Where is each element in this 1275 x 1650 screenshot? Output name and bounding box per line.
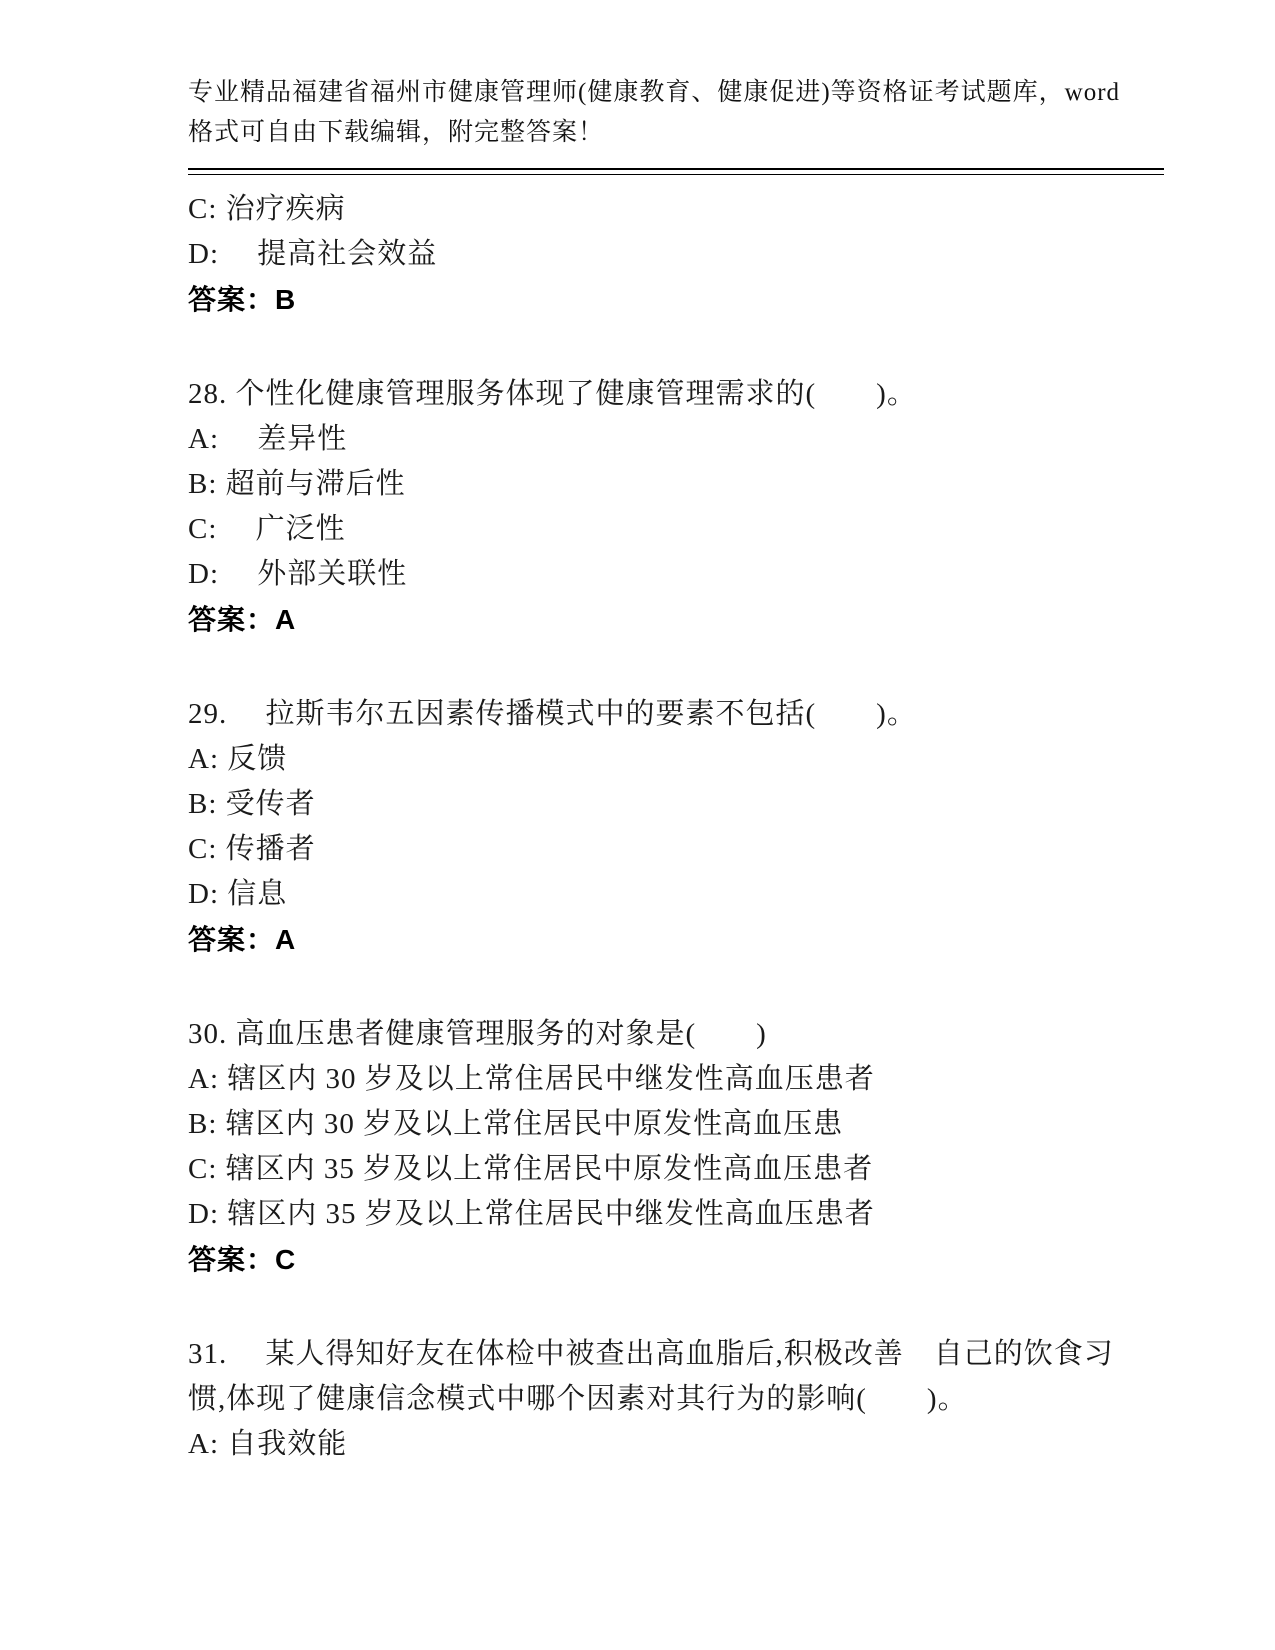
header-line-2: 格式可自由下载编辑，附完整答案！ — [188, 119, 605, 146]
question-31 — [188, 1332, 1173, 1467]
question-30-option-b: B: 辖区内 30 岁及以上常住居民中原发性高血压患 — [188, 1108, 844, 1140]
question-31-option-a: A: 自我效能 — [188, 1428, 348, 1460]
question-30-option-a: A: 辖区内 30 岁及以上常住居民中继发性高血压患者 — [188, 1063, 875, 1095]
question-30-option-c: C: 辖区内 35 岁及以上常住居民中原发性高血压患者 — [188, 1153, 874, 1185]
question-28-option-d: D: 外部关联性 — [188, 558, 408, 590]
header-line-1: 专业精品福建省福州市健康管理师(健康教育、健康促进)等资格证考试题库，word — [188, 79, 1121, 106]
question-30-option-d: D: 辖区内 35 岁及以上常住居民中继发性高血压患者 — [188, 1198, 875, 1230]
question-29-option-a: A: 反馈 — [188, 743, 288, 775]
question-27-tail — [188, 187, 1173, 322]
question-29 — [188, 692, 1173, 962]
question-31-stem-line-2: 惯,体现了健康信念模式中哪个因素对其行为的影响( )。 — [188, 1383, 968, 1415]
question-29-option-c: C: 传播者 — [188, 833, 316, 865]
header-divider-rule — [188, 168, 1164, 175]
question-28-answer: 答案：A — [188, 604, 297, 635]
question-28-option-c: C: 广泛性 — [188, 513, 346, 545]
question-29-stem: 29. 拉斯韦尔五因素传播模式中的要素不包括( )。 — [188, 698, 917, 730]
question-28-option-b: B: 超前与滞后性 — [188, 468, 406, 500]
question-27-answer: 答案：B — [188, 284, 297, 315]
question-28-stem: 28. 个性化健康管理服务体现了健康管理需求的( )。 — [188, 378, 917, 410]
question-30-answer: 答案：C — [188, 1244, 297, 1275]
question-27-option-c: C: 治疗疾病 — [188, 193, 346, 225]
question-29-option-d: D: 信息 — [188, 878, 288, 910]
question-30-stem: 30. 高血压患者健康管理服务的对象是( ) — [188, 1018, 767, 1050]
question-29-answer: 答案：A — [188, 924, 297, 955]
question-31-stem-line-1: 31. 某人得知好友在体检中被查出高血脂后,积极改善 自己的饮食习 — [188, 1338, 1114, 1370]
question-28 — [188, 372, 1173, 642]
question-28-option-a: A: 差异性 — [188, 423, 348, 455]
document-content — [188, 0, 1173, 1467]
question-30 — [188, 1012, 1173, 1282]
question-29-option-b: B: 受传者 — [188, 788, 316, 820]
document-header — [188, 0, 1173, 153]
question-27-option-d: D: 提高社会效益 — [188, 238, 438, 270]
